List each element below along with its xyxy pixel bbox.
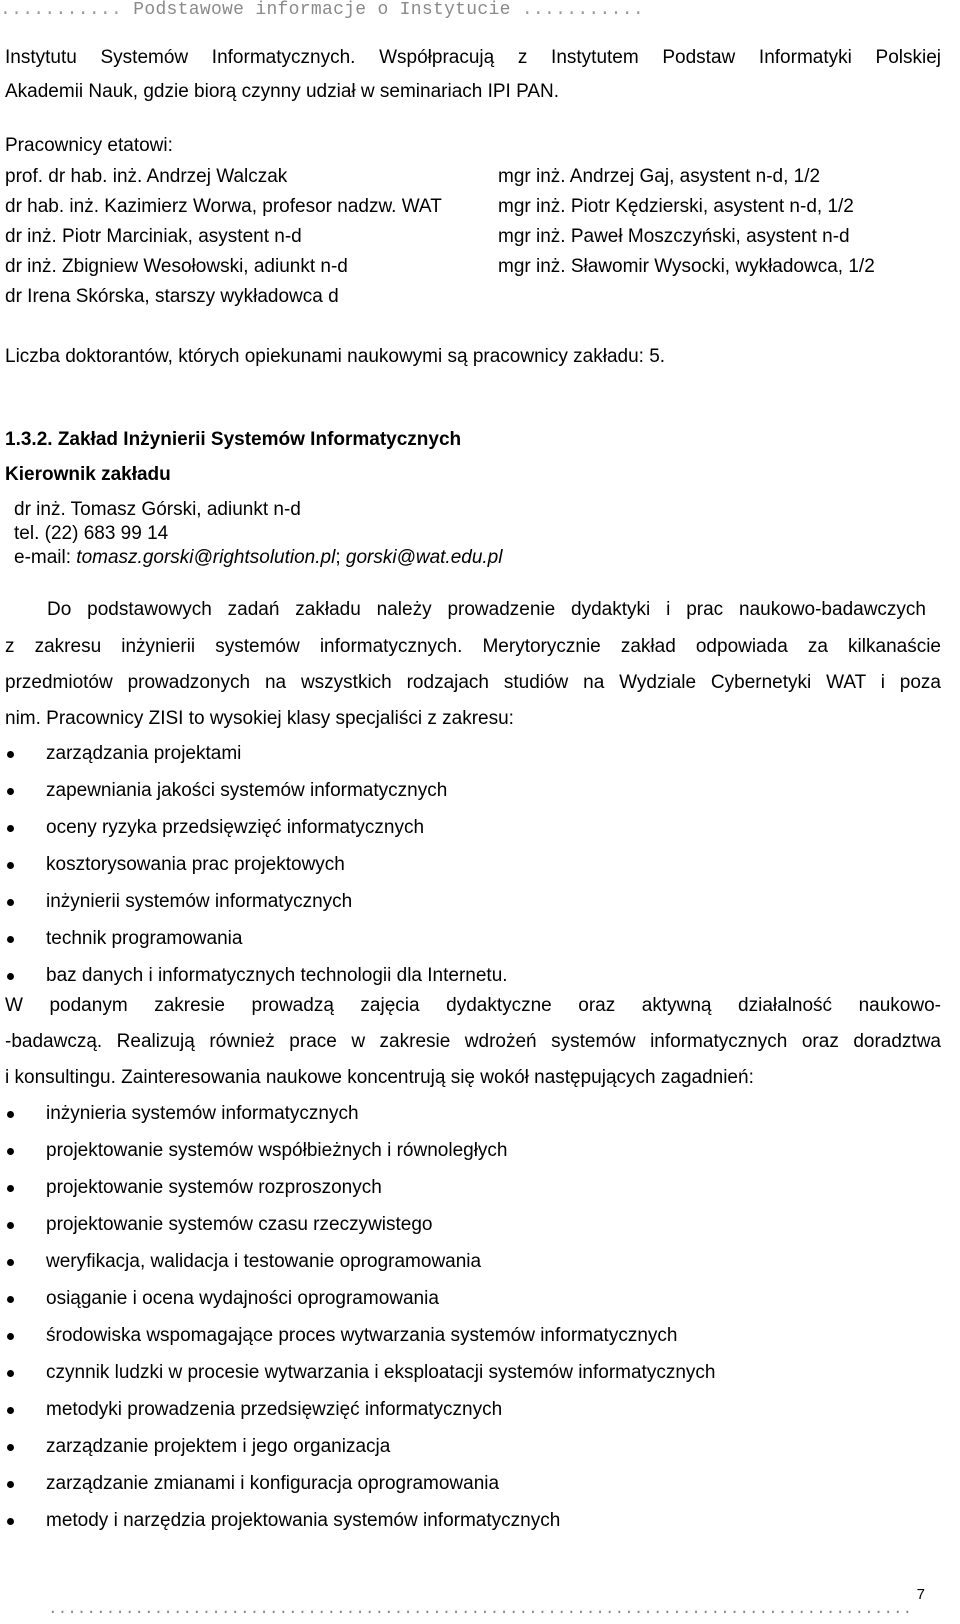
- staff-right-4: mgr inż. Sławomir Wysocki, wykładowca, 1/2: [498, 256, 875, 277]
- footer-dots: ..........................................................................................: [48, 1600, 913, 1618]
- staff-left-2: dr hab. inż. Kazimierz Worwa, profesor nadzw. WAT: [5, 196, 442, 217]
- doctoral-count: Liczba doktorantów, których opiekunami naukowymi są pracownicy zakładu: 5.: [5, 346, 666, 367]
- bullet-icon: [7, 1444, 14, 1451]
- intro-line-2: Akademii Nauk, gdzie biorą czynny udział w seminariach IPI PAN.: [5, 81, 560, 102]
- research-topics-list: [0, 1102, 960, 1546]
- header-title: Podstawowe informacje o Instytucie: [133, 0, 511, 20]
- bullet-icon: [7, 936, 14, 943]
- list-item: weryfikacja, walidacja i testowanie oprogramowania: [0, 1250, 960, 1287]
- staff-left-1: prof. dr hab. inż. Andrzej Walczak: [5, 166, 288, 187]
- staff-left-3: dr inż. Piotr Marciniak, asystent n-d: [5, 226, 302, 247]
- bullet-icon: [7, 899, 14, 906]
- head-email: [14, 546, 502, 570]
- list-item: inżynierii systemów informatycznych: [0, 890, 960, 927]
- staff-left-4: dr inż. Zbigniew Wesołowski, adiunkt n-d: [5, 256, 348, 277]
- list-item: technik programowania: [0, 927, 960, 964]
- list-item: zapewniania jakości systemów informatycznych: [0, 779, 960, 816]
- list-item: metodyki prowadzenia przedsięwzięć informatycznych: [0, 1398, 960, 1435]
- bullet-icon: [7, 1185, 14, 1192]
- running-header: [0, 0, 960, 26]
- staff-right-2: mgr inż. Piotr Kędzierski, asystent n-d, 1/2: [498, 196, 854, 217]
- staff-right-1: mgr inż. Andrzej Gaj, asystent n-d, 1/2: [498, 166, 821, 187]
- bullet-icon: [7, 1222, 14, 1229]
- list-item: środowiska wspomagające proces wytwarzania systemów informatycznych: [0, 1324, 960, 1361]
- list-item: projektowanie systemów czasu rzeczywistego: [0, 1213, 960, 1250]
- bullet-icon: [7, 1370, 14, 1377]
- list-item: zarządzanie projektem i jego organizacja: [0, 1435, 960, 1472]
- list-item: metody i narzędzia projektowania systemów informatycznych: [0, 1509, 960, 1546]
- para1-line-3: przedmiotów prowadzonych na wszystkich rodzajach studiów na Wydziale Cybernetyki WAT i poza: [5, 672, 941, 693]
- staff-left-5: dr Irena Skórska, starszy wykładowca d: [5, 286, 339, 307]
- bullet-icon: [7, 1111, 14, 1118]
- header-dots-right: ...........: [521, 0, 644, 20]
- staff-right-3: mgr inż. Paweł Moszczyński, asystent n-d: [498, 226, 850, 247]
- bullet-icon: [7, 1333, 14, 1340]
- staff-heading: Pracownicy etatowi:: [5, 135, 173, 156]
- para2-line-2: -badawczą. Realizują również prace w zakresie wdrożeń systemów informatycznych oraz doradztwa: [5, 1031, 941, 1052]
- list-item: zarządzanie zmianami i konfiguracja oprogramowania: [0, 1472, 960, 1509]
- bullet-icon: [7, 1296, 14, 1303]
- list-item: baz danych i informatycznych technologii dla Internetu.: [0, 964, 960, 1001]
- section-heading: 1.3.2. Zakład Inżynierii Systemów Informatycznych: [5, 429, 462, 450]
- bullet-icon: [7, 825, 14, 832]
- para1-line-4: nim. Pracownicy ZISI to wysokiej klasy specjaliści z zakresu:: [5, 708, 514, 729]
- para2-line-1: W podanym zakresie prowadzą zajęcia dydaktyczne oraz aktywną działalność naukowo-: [5, 995, 941, 1016]
- list-item: czynnik ludzki w procesie wytwarzania i eksploatacji systemów informatycznych: [0, 1361, 960, 1398]
- para1-line-2: z zakresu inżynierii systemów informatycznych. Merytorycznie zakład odpowiada za kilkanaście: [5, 636, 941, 657]
- para2-line-3: i konsultingu. Zainteresowania naukowe koncentrują się wokół następujących zagadnień:: [5, 1067, 754, 1088]
- email-link-1[interactable]: tomasz.gorski@rightsolution.pl: [76, 547, 336, 568]
- bullet-icon: [7, 862, 14, 869]
- list-item: osiąganie i ocena wydajności oprogramowania: [0, 1287, 960, 1324]
- bullet-icon: [7, 788, 14, 795]
- header-dots-left: ...........: [0, 0, 123, 20]
- email-separator: ;: [335, 547, 346, 568]
- head-name: dr inż. Tomasz Górski, adiunkt n-d: [14, 499, 301, 520]
- intro-line-1: Instytutu Systemów Informatycznych. Współpracują z Instytutem Podstaw Informatyki Polskiej: [5, 47, 941, 68]
- bullet-icon: [7, 1518, 14, 1525]
- bullet-icon: [7, 1481, 14, 1488]
- list-item: zarządzania projektami: [0, 742, 960, 779]
- head-tel: tel. (22) 683 99 14: [14, 523, 169, 544]
- list-item: inżynieria systemów informatycznych: [0, 1102, 960, 1139]
- page-number: 7: [916, 1586, 925, 1603]
- list-item: kosztorysowania prac projektowych: [0, 853, 960, 890]
- head-label: Kierownik zakładu: [5, 464, 171, 485]
- bullet-icon: [7, 1407, 14, 1414]
- list-item: projektowanie systemów współbieżnych i równoległych: [0, 1139, 960, 1176]
- list-item: projektowanie systemów rozproszonych: [0, 1176, 960, 1213]
- bullet-icon: [7, 1148, 14, 1155]
- specialties-list: [0, 742, 960, 1001]
- bullet-icon: [7, 973, 14, 980]
- bullet-icon: [7, 1259, 14, 1266]
- bullet-icon: [7, 751, 14, 758]
- email-label: e-mail:: [14, 547, 77, 568]
- list-item: oceny ryzyka przedsięwzięć informatycznych: [0, 816, 960, 853]
- email-link-2[interactable]: gorski@wat.edu.pl: [345, 547, 503, 568]
- para1-line-1: Do podstawowych zadań zakładu należy prowadzenie dydaktyki i prac naukowo-badawczych: [47, 599, 926, 620]
